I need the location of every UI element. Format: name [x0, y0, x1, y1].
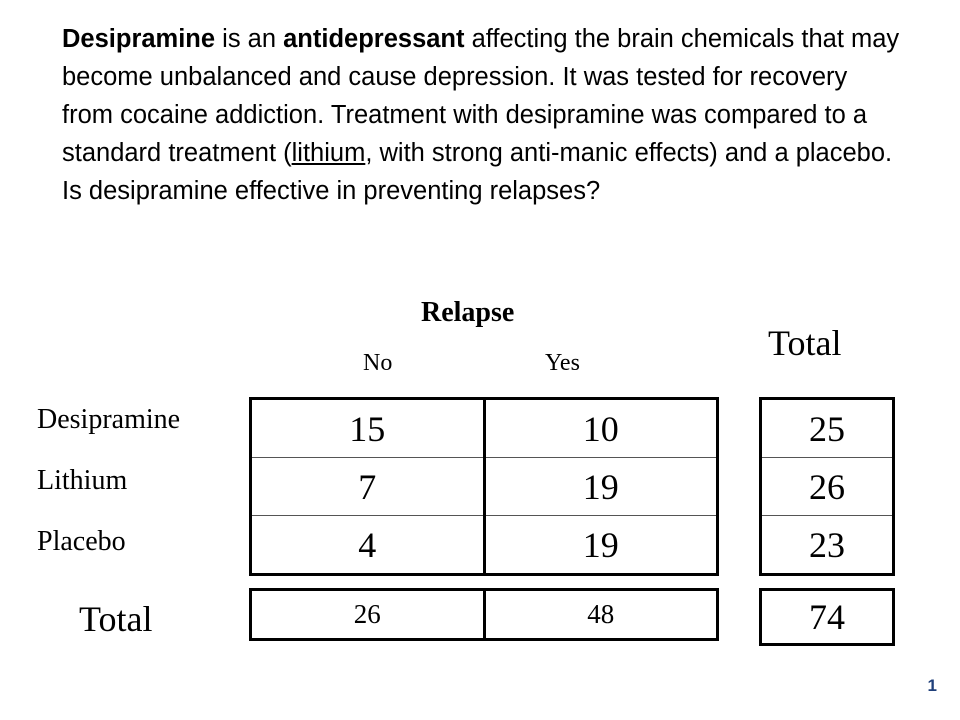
cell-lithium-no: 7 — [251, 458, 485, 516]
cell-desipramine-yes: 10 — [484, 399, 718, 458]
column-header-total: Total — [768, 323, 842, 363]
table-row — [761, 590, 894, 645]
intro-text-3: , with strong anti-manic effects) and a placebo. Is desipramine effective in preventing relapses? — [62, 139, 893, 205]
row-totals-table — [759, 397, 895, 576]
row-label-desipramine: Desipramine — [37, 404, 181, 435]
grand-total-table — [759, 588, 895, 646]
intro-text-1: is an — [215, 25, 284, 53]
table-row — [761, 458, 894, 516]
cell-grand-total: 74 — [761, 590, 894, 645]
table-row — [251, 399, 718, 458]
cell-placebo-no: 4 — [251, 516, 485, 575]
row-label-placebo: Placebo — [37, 526, 126, 557]
intro-paragraph — [62, 20, 902, 210]
table-row — [251, 590, 718, 640]
cell-lithium-total: 26 — [761, 458, 894, 516]
cell-total-yes: 48 — [484, 590, 718, 640]
intro-text-2: affecting the brain chemicals that may become unbalanced and cause depression. It was tested for recovery from cocaine addiction. Treatment with desipramine was compared to a standard treatment ( — [62, 25, 900, 167]
cell-desipramine-total: 25 — [761, 399, 894, 458]
column-header-yes: Yes — [545, 350, 580, 376]
cell-desipramine-no: 15 — [251, 399, 485, 458]
column-totals-table — [249, 588, 719, 641]
intro-lithium: lithium — [291, 139, 366, 167]
cell-total-no: 26 — [251, 590, 485, 640]
intro-antidepressant: antidepressant — [283, 25, 465, 53]
cell-placebo-yes: 19 — [484, 516, 718, 575]
cell-lithium-yes: 19 — [484, 458, 718, 516]
table-row — [251, 458, 718, 516]
relapse-counts-table — [249, 397, 719, 576]
table-row — [761, 516, 894, 575]
column-header-no: No — [363, 350, 393, 376]
relapse-header: Relapse — [421, 297, 515, 328]
intro-desipramine: Desipramine — [62, 25, 216, 53]
cell-placebo-total: 23 — [761, 516, 894, 575]
table-row — [251, 516, 718, 575]
row-label-total: Total — [79, 599, 153, 639]
row-label-lithium: Lithium — [37, 465, 128, 496]
page-number: 1 — [927, 676, 937, 695]
table-row — [761, 399, 894, 458]
